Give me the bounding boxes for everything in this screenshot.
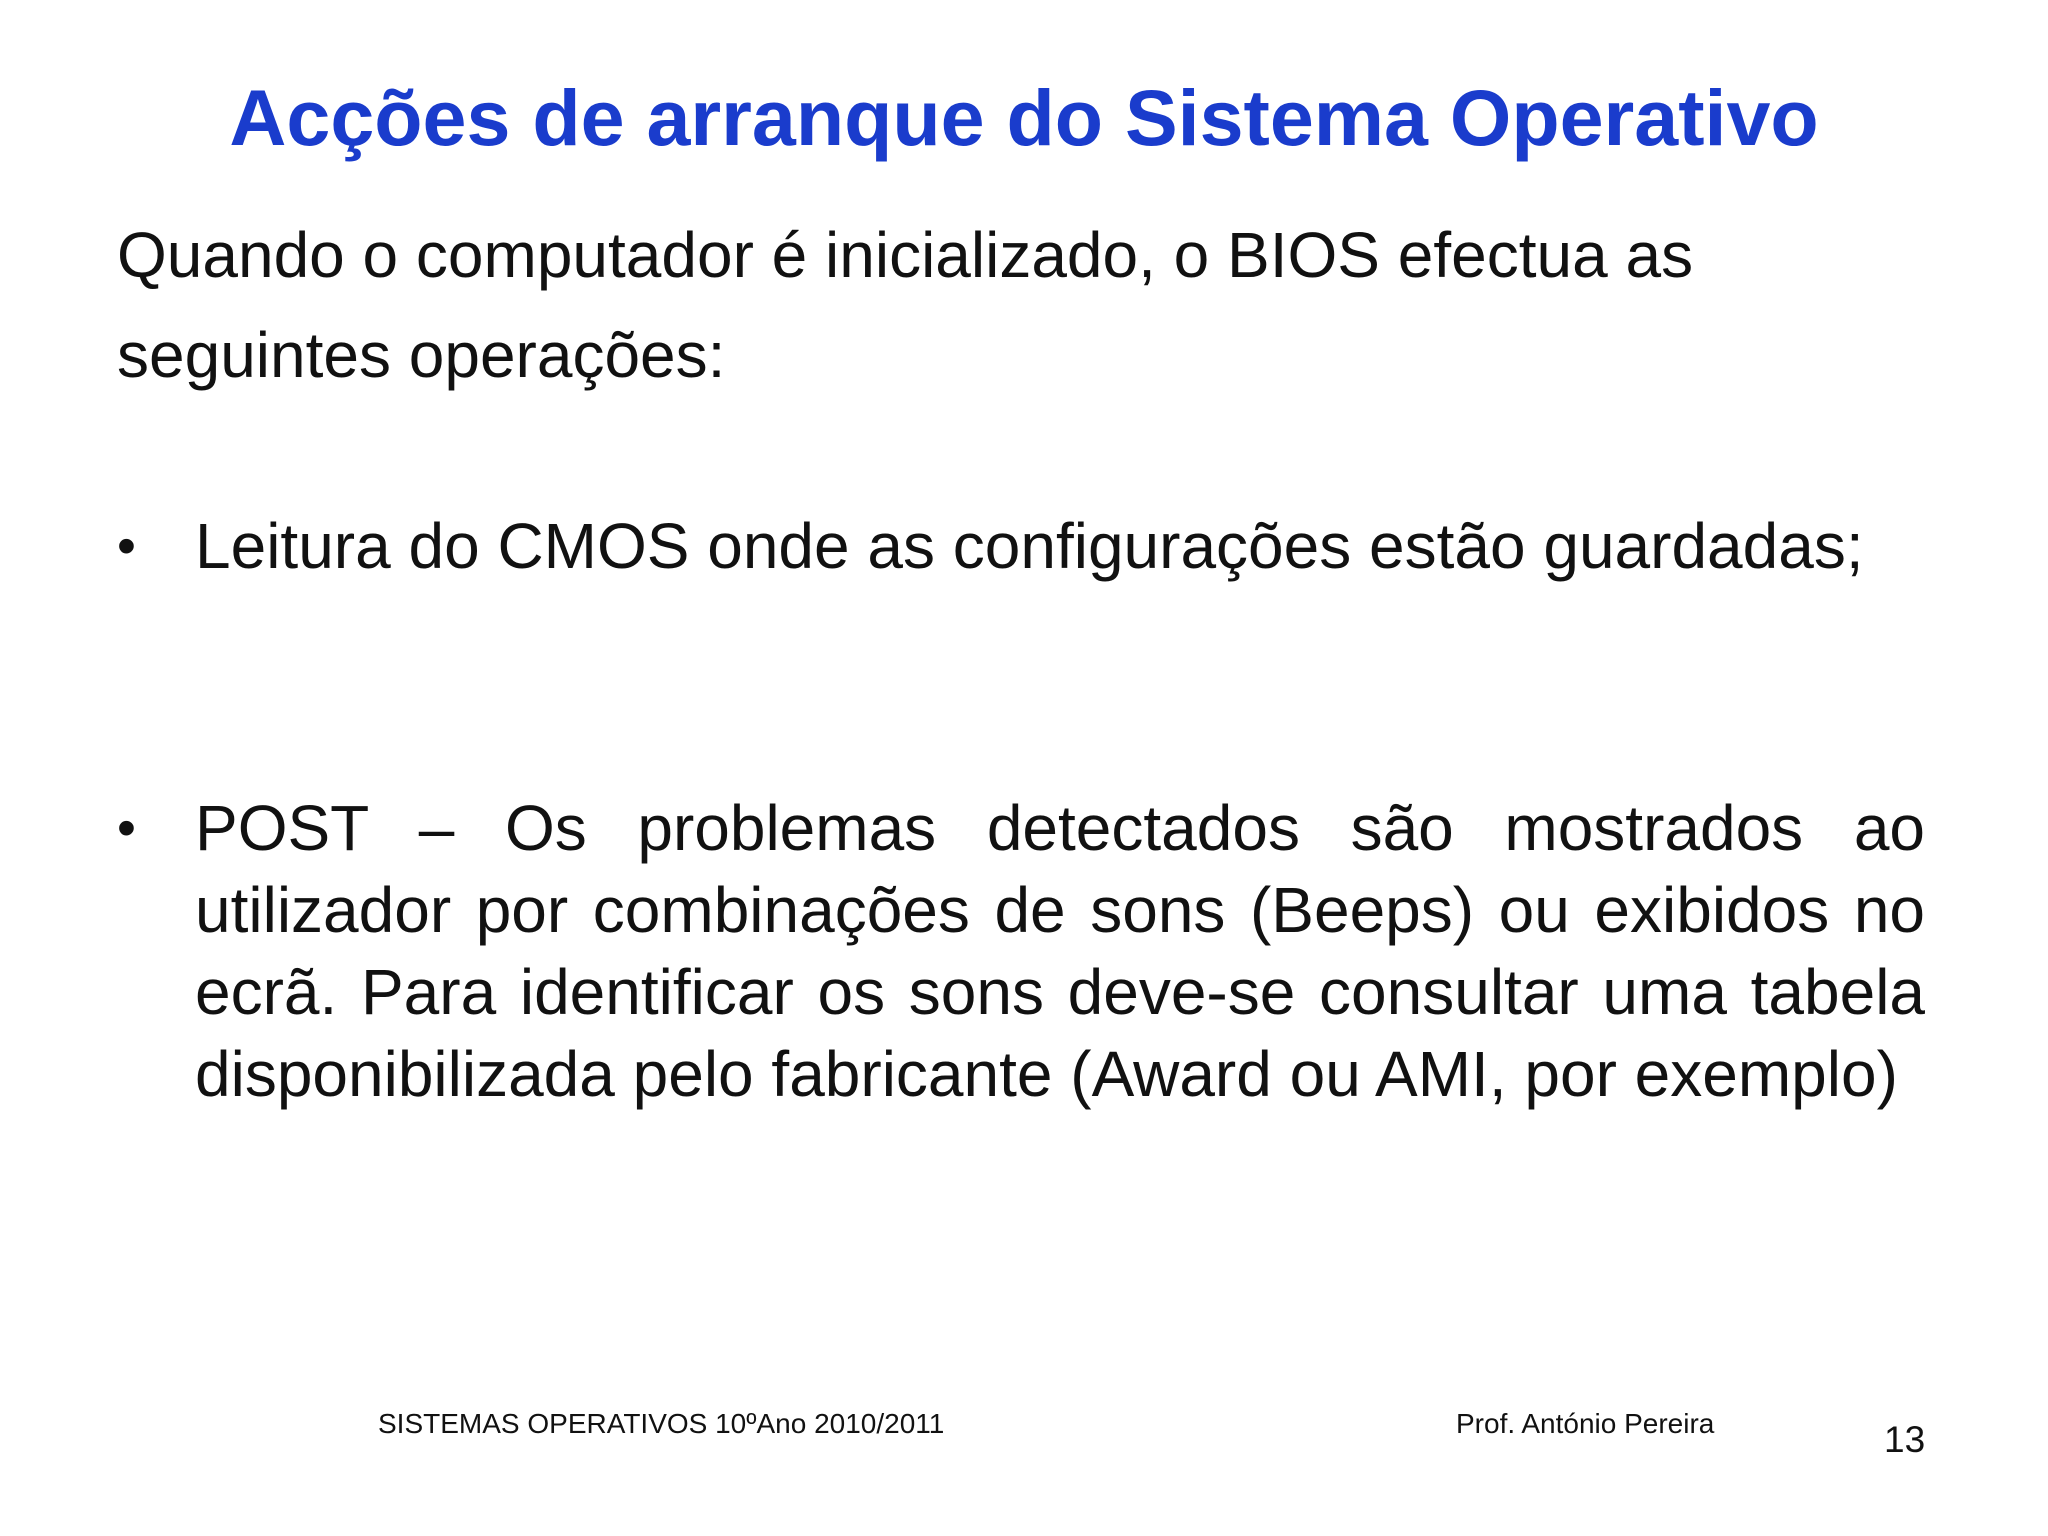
footer-course: SISTEMAS OPERATIVOS 10ºAno 2010/2011	[378, 1408, 945, 1439]
bullet-item-cmos	[117, 505, 1925, 587]
bullet-text: Leitura do CMOS onde as configurações estão guardadas;	[195, 510, 1864, 582]
intro-line-2: seguintes operações:	[117, 319, 726, 391]
bullet-marker: •	[117, 516, 136, 576]
intro-paragraph	[117, 205, 1937, 405]
bullet-text: POST – Os problemas detectados são mostrados ao utilizador por combinações de sons (Beeps) ou exibidos no ecrã. Para identificar os sons deve-se consultar uma tabela disponibilizada pelo fabricante (Award ou AMI, por exemplo)	[195, 792, 1925, 1110]
page-number: 13	[1884, 1419, 1926, 1460]
bullet-item-post	[117, 787, 1925, 1115]
slide-title: Acções de arranque do Sistema Operativo	[229, 73, 1819, 162]
bullet-marker: •	[117, 798, 136, 858]
footer-author: Prof. António Pereira	[1456, 1408, 1715, 1439]
intro-line-1: Quando o computador é inicializado, o BIOS efectua as	[117, 219, 1694, 291]
